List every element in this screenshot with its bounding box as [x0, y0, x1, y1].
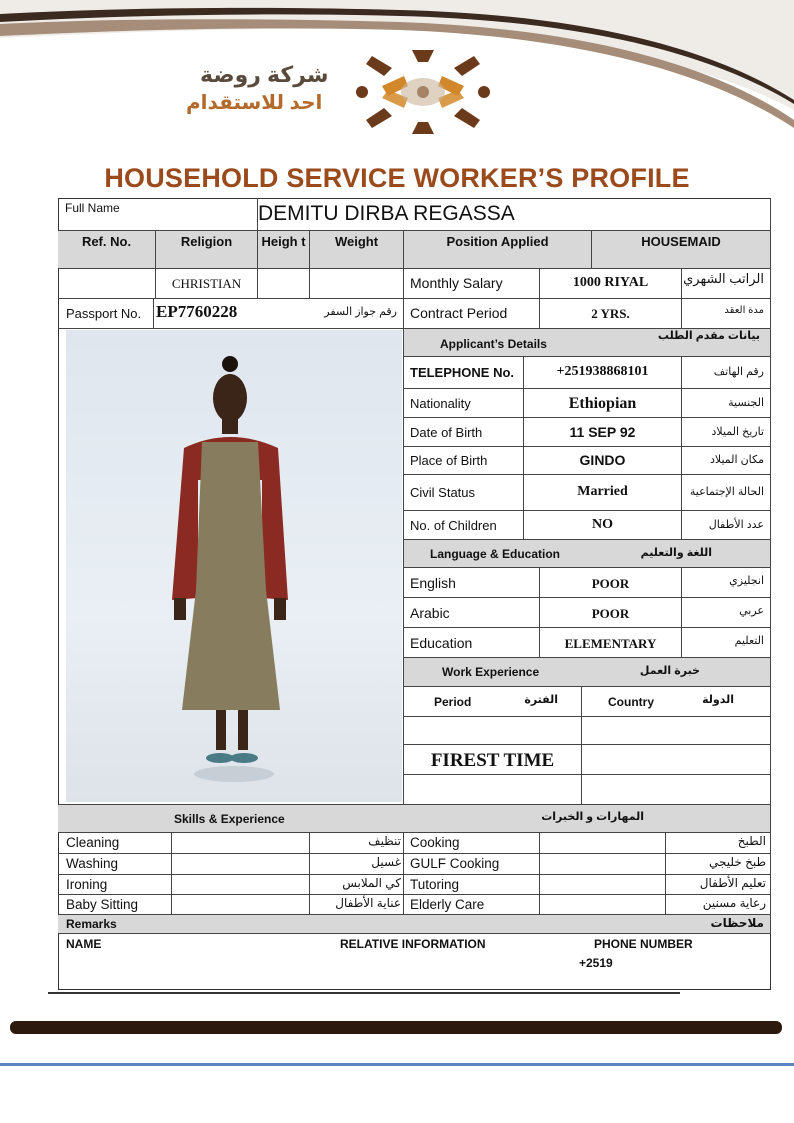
footer-brown-bar: [10, 1021, 782, 1034]
applicant-row-value: GINDO: [524, 447, 682, 475]
remarks-phone-value: +2519: [579, 956, 613, 970]
language-row-value: ELEMENTARY: [540, 628, 682, 658]
religion-header: Religion: [156, 231, 258, 269]
skill-left-label: Washing: [58, 854, 172, 875]
applicant-row-value: 11 SEP 92: [524, 418, 682, 447]
company-logo-icon: [352, 46, 494, 138]
first-time-value: FIREST TIME: [404, 745, 582, 775]
skill-left-check: [172, 875, 310, 895]
skills-section-header: Skills & Experience: [58, 805, 771, 833]
country-arabic: الدولة: [702, 694, 734, 706]
full-name-label: Full Name: [58, 198, 258, 231]
applicant-row-value: Ethiopian: [524, 389, 682, 418]
applicant-section-arabic: بيانات مقدم الطلب: [657, 330, 760, 342]
skill-left-check: [172, 833, 310, 854]
language-row-label: Arabic: [404, 598, 540, 628]
remarks-relative-label: RELATIVE INFORMATION: [340, 937, 486, 951]
skill-left-arabic: عناية الأطفال: [310, 895, 404, 915]
skill-left-arabic: غسيل: [310, 854, 404, 875]
passport-arabic: رقم جواز السفر: [308, 299, 404, 329]
applicant-row-value: +251938868101: [524, 357, 682, 389]
skill-right-arabic: الطبخ: [666, 833, 771, 854]
skill-right-label: Cooking: [404, 833, 540, 854]
skill-right-check: [540, 895, 666, 915]
height-value: [258, 269, 310, 299]
skill-right-check: [540, 833, 666, 854]
height-header: Heigh t: [258, 231, 310, 269]
skill-right-check: [540, 854, 666, 875]
footer-blue-rule: [0, 1063, 794, 1066]
skill-left-check: [172, 854, 310, 875]
salary-value: 1000 RIYAL: [540, 269, 682, 299]
applicant-row-arabic: مكان الميلاد: [682, 447, 771, 475]
skill-left-arabic: كي الملابس: [310, 875, 404, 895]
skills-section-arabic: المهارات و الخبرات: [541, 811, 644, 823]
page-title: HOUSEHOLD SERVICE WORKER’S PROFILE: [104, 163, 690, 193]
salary-arabic: الراتب الشهري: [682, 269, 771, 299]
applicant-row-label: Place of Birth: [404, 447, 524, 475]
applicant-row-label: No. of Children: [404, 511, 524, 540]
language-row-value: POOR: [540, 598, 682, 628]
skill-left-check: [172, 895, 310, 915]
skill-right-label: Tutoring: [404, 875, 540, 895]
passport-label: Passport No.: [58, 299, 154, 329]
photo-cell: [58, 329, 404, 805]
applicant-row-label: Nationality: [404, 389, 524, 418]
applicant-row-label: TELEPHONE No.: [404, 357, 524, 389]
language-row-arabic: التعليم: [682, 628, 771, 658]
full-name-value: DEMITU DIRBA REGASSA: [258, 198, 771, 231]
work-country-3: [582, 775, 771, 805]
applicant-row-value: Married: [524, 475, 682, 511]
skill-left-label: Cleaning: [58, 833, 172, 854]
period-label: Period: [404, 687, 582, 717]
skill-left-label: Baby Sitting: [58, 895, 172, 915]
ref-no-value: [58, 269, 156, 299]
language-row-arabic: عربي: [682, 598, 771, 628]
applicant-section-header: Applicant’s Details: [404, 329, 771, 357]
work-country-2: [582, 745, 771, 775]
contract-value: 2 YRS.: [540, 299, 682, 329]
applicant-row-label: Date of Birth: [404, 418, 524, 447]
skill-left-label: Ironing: [58, 875, 172, 895]
skill-right-check: [540, 875, 666, 895]
applicant-row-arabic: تاريخ الميلاد: [682, 418, 771, 447]
contract-arabic: مدة العقد: [682, 299, 771, 329]
work-section-arabic: خبرة العمل: [639, 665, 700, 677]
work-period-3: [404, 775, 582, 805]
skill-right-arabic: تعليم الأطفال: [666, 875, 771, 895]
applicant-row-arabic: عدد الأطفال: [682, 511, 771, 540]
language-section-arabic: اللغة والتعليم: [640, 547, 712, 559]
religion-value: CHRISTIAN: [156, 269, 258, 299]
applicant-row-arabic: الجنسية: [682, 389, 771, 418]
period-arabic: الفترة: [524, 694, 558, 706]
position-value: HOUSEMAID: [592, 231, 771, 269]
logo-name-line2: احد للاستقدام: [186, 92, 323, 114]
passport-value: EP7760228: [154, 299, 308, 329]
remarks-arabic: ملاحظات: [710, 916, 764, 930]
language-row-label: English: [404, 568, 540, 598]
work-section-header: Work Experience: [404, 658, 771, 687]
weight-value: [310, 269, 404, 299]
work-period-1: [404, 717, 582, 745]
applicant-row-label: Civil Status: [404, 475, 524, 511]
skill-left-arabic: تنظيف: [310, 833, 404, 854]
bottom-rule: [48, 992, 680, 994]
skill-right-label: GULF Cooking: [404, 854, 540, 875]
language-row-label: Education: [404, 628, 540, 658]
weight-header: Weight: [310, 231, 404, 269]
language-row-arabic: انجليزي: [682, 568, 771, 598]
country-label: Country: [582, 687, 771, 717]
logo-name-line1: شركة روضة: [200, 62, 329, 87]
applicant-row-arabic: رقم الهاتف: [682, 357, 771, 389]
skill-right-arabic: رعاية مسنين: [666, 895, 771, 915]
work-country-1: [582, 717, 771, 745]
remarks-phone-label: PHONE NUMBER: [594, 937, 693, 951]
salary-label: Monthly Salary: [404, 269, 540, 299]
applicant-row-arabic: الحالة الإجتماعية: [682, 475, 771, 511]
remarks-header: Remarks: [58, 915, 771, 934]
skill-right-arabic: طبخ خليجي: [666, 854, 771, 875]
contract-label: Contract Period: [404, 299, 540, 329]
remarks-name-label: NAME: [66, 937, 102, 951]
language-section-header: Language & Education: [404, 540, 771, 568]
position-applied-header: Position Applied: [404, 231, 592, 269]
ref-no-header: Ref. No.: [58, 231, 156, 269]
language-row-value: POOR: [540, 568, 682, 598]
skill-right-label: Elderly Care: [404, 895, 540, 915]
applicant-row-value: NO: [524, 511, 682, 540]
